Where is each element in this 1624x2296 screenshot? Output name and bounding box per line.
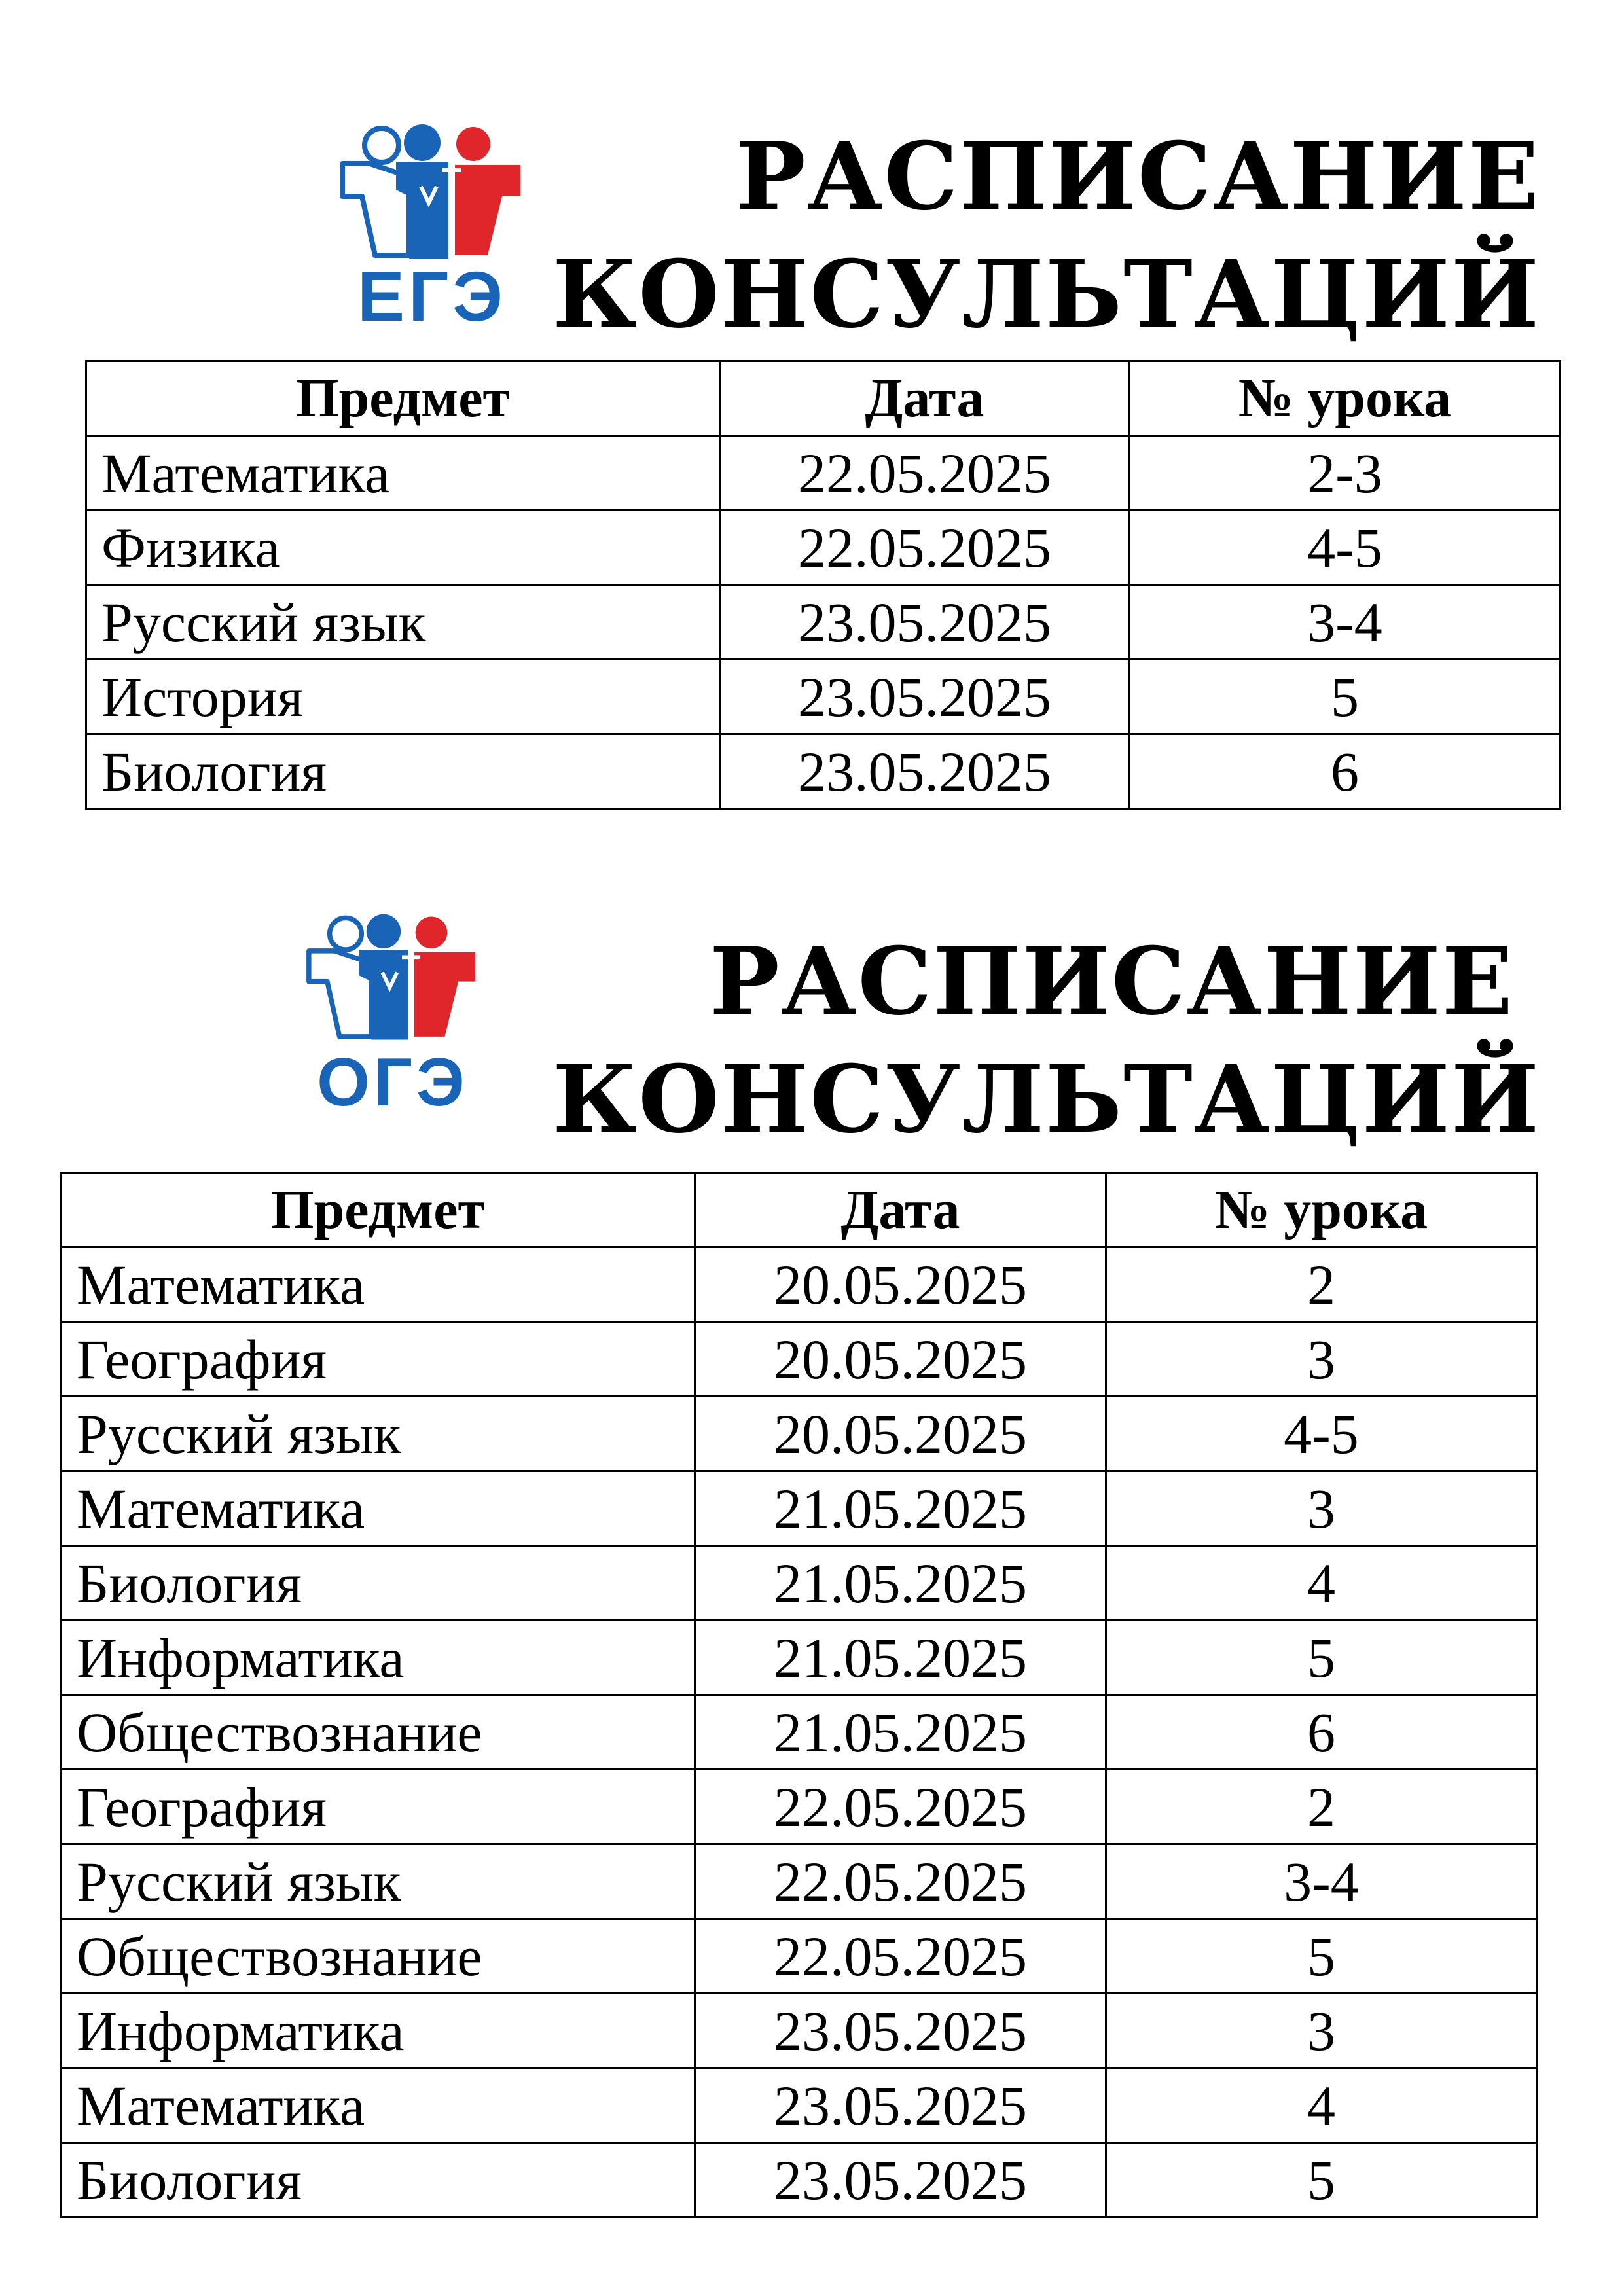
table-row	[86, 660, 1561, 734]
table-row	[86, 734, 1561, 809]
oge-logo-emblem-icon	[298, 910, 488, 1047]
date-cell: 21.05.2025	[695, 1695, 1106, 1770]
date-cell: 23.05.2025	[695, 1994, 1106, 2068]
date-cell: 22.05.2025	[720, 511, 1130, 585]
date-cell: 20.05.2025	[695, 1322, 1106, 1397]
lesson-cell: 3	[1106, 1994, 1537, 2068]
ege-title-line1: РАСПИСАНИЕ	[736, 122, 1540, 231]
table-row	[86, 585, 1561, 660]
ege-title	[552, 118, 1540, 353]
lesson-cell: 4	[1106, 2068, 1537, 2143]
date-cell: 21.05.2025	[695, 1546, 1106, 1621]
lesson-cell: 2	[1106, 1247, 1537, 1322]
table-row	[62, 1621, 1537, 1695]
ege-header-lesson: № урока	[1130, 361, 1561, 436]
subject-cell: Русский язык	[86, 585, 720, 660]
lesson-cell: 4-5	[1106, 1397, 1537, 1471]
subject-cell: Математика	[86, 436, 720, 511]
lesson-cell: 3-4	[1106, 1844, 1537, 1919]
lesson-cell: 4	[1106, 1546, 1537, 1621]
subject-cell: Математика	[62, 1471, 695, 1546]
lesson-cell: 5	[1106, 1919, 1537, 1994]
lesson-cell: 3	[1106, 1471, 1537, 1546]
table-row	[86, 511, 1561, 585]
subject-cell: Информатика	[62, 1994, 695, 2068]
date-cell: 20.05.2025	[695, 1247, 1106, 1322]
date-cell: 22.05.2025	[695, 1919, 1106, 1994]
lesson-cell: 5	[1130, 660, 1561, 734]
table-row	[62, 2143, 1537, 2217]
subject-cell: Информатика	[62, 1621, 695, 1695]
table-row	[62, 2068, 1537, 2143]
date-cell: 21.05.2025	[695, 1621, 1106, 1695]
lesson-cell: 3	[1106, 1322, 1537, 1397]
oge-logo	[298, 910, 488, 1126]
subject-cell: История	[86, 660, 720, 734]
ege-logo-emblem-icon	[331, 124, 533, 262]
ege-schedule-table	[85, 360, 1561, 810]
oge-title	[552, 923, 1540, 1158]
ege-title-line2: КОНСУЛЬТАЦИЙ	[552, 240, 1540, 349]
ege-header-row	[86, 361, 1561, 436]
lesson-cell: 6	[1106, 1695, 1537, 1770]
date-cell: 22.05.2025	[720, 436, 1130, 511]
date-cell: 23.05.2025	[720, 585, 1130, 660]
subject-cell: Физика	[86, 511, 720, 585]
table-row	[86, 436, 1561, 511]
table-row	[62, 1695, 1537, 1770]
oge-logo-text: ОГЭ	[317, 1045, 469, 1121]
table-row	[62, 1397, 1537, 1471]
lesson-cell: 3-4	[1130, 585, 1561, 660]
table-row	[62, 1247, 1537, 1322]
lesson-cell: 4-5	[1130, 511, 1561, 585]
subject-cell: Обществознание	[62, 1695, 695, 1770]
subject-cell: География	[62, 1322, 695, 1397]
subject-cell: Математика	[62, 2068, 695, 2143]
oge-header-subject: Предмет	[62, 1173, 695, 1247]
table-row	[62, 1770, 1537, 1844]
lesson-cell: 5	[1106, 2143, 1537, 2217]
ege-header-date: Дата	[720, 361, 1130, 436]
date-cell: 23.05.2025	[695, 2143, 1106, 2217]
table-row	[62, 1471, 1537, 1546]
lesson-cell: 2-3	[1130, 436, 1561, 511]
oge-title-line2: КОНСУЛЬТАЦИЙ	[552, 1045, 1540, 1154]
oge-schedule-table	[60, 1172, 1538, 2218]
table-row	[62, 1546, 1537, 1621]
subject-cell: Биология	[86, 734, 720, 809]
date-cell: 23.05.2025	[720, 734, 1130, 809]
date-cell: 23.05.2025	[695, 2068, 1106, 2143]
table-row	[62, 1844, 1537, 1919]
ege-logo-text: ЕГЭ	[357, 257, 507, 336]
subject-cell: Математика	[62, 1247, 695, 1322]
date-cell: 23.05.2025	[720, 660, 1130, 734]
subject-cell: География	[62, 1770, 695, 1844]
subject-cell: Обществознание	[62, 1919, 695, 1994]
date-cell: 22.05.2025	[695, 1844, 1106, 1919]
table-row	[62, 1919, 1537, 1994]
ege-header-subject: Предмет	[86, 361, 720, 436]
oge-title-line1: РАСПИСАНИЕ	[710, 927, 1514, 1036]
lesson-cell: 6	[1130, 734, 1561, 809]
subject-cell: Биология	[62, 1546, 695, 1621]
subject-cell: Русский язык	[62, 1397, 695, 1471]
lesson-cell: 2	[1106, 1770, 1537, 1844]
subject-cell: Русский язык	[62, 1844, 695, 1919]
oge-header-row	[62, 1173, 1537, 1247]
table-row	[62, 1322, 1537, 1397]
date-cell: 21.05.2025	[695, 1471, 1106, 1546]
table-row	[62, 1994, 1537, 2068]
ege-logo	[331, 124, 533, 336]
oge-header-date: Дата	[695, 1173, 1106, 1247]
oge-header-lesson: № урока	[1106, 1173, 1537, 1247]
subject-cell: Биология	[62, 2143, 695, 2217]
date-cell: 20.05.2025	[695, 1397, 1106, 1471]
lesson-cell: 5	[1106, 1621, 1537, 1695]
date-cell: 22.05.2025	[695, 1770, 1106, 1844]
